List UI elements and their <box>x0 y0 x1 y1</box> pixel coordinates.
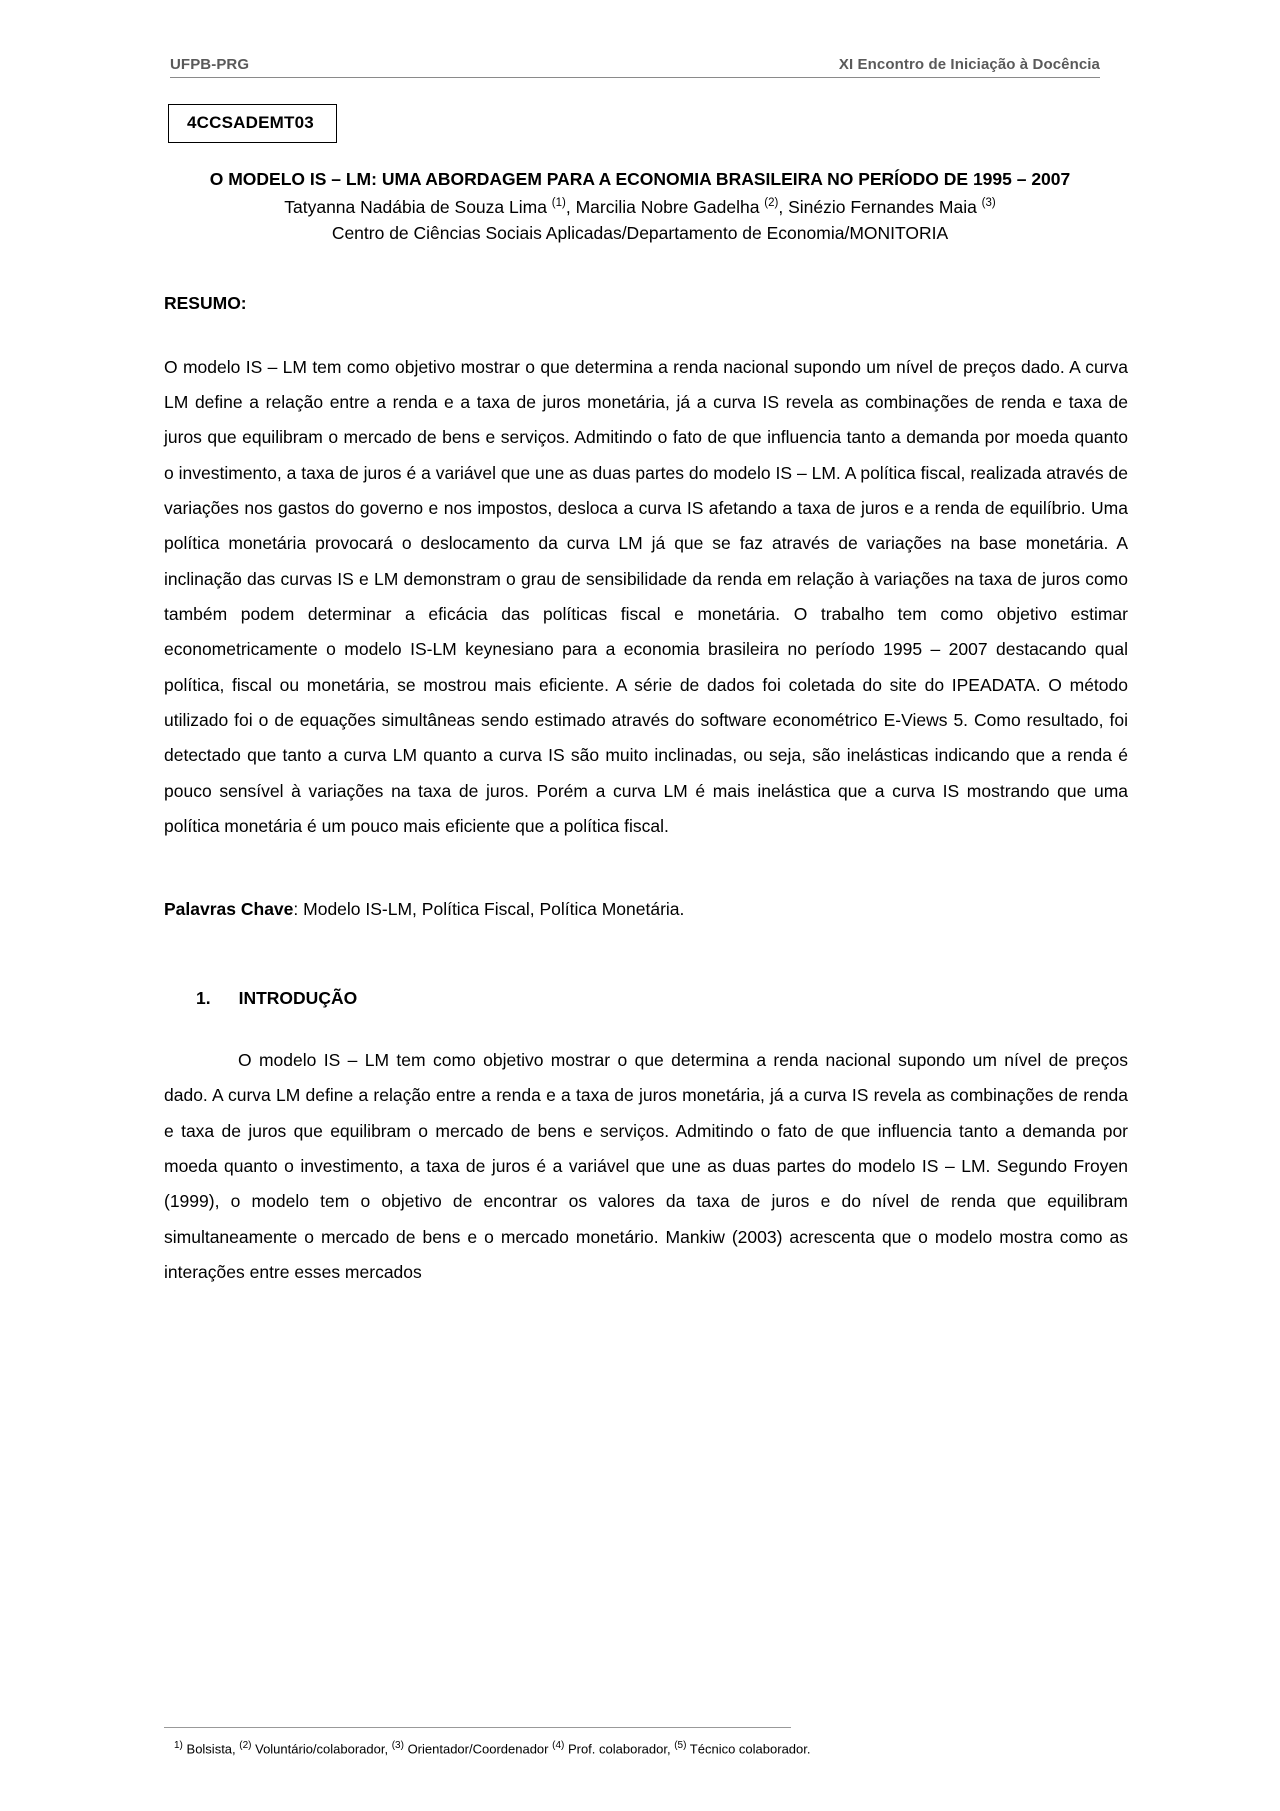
abstract-heading: RESUMO: <box>164 292 247 313</box>
author-2-marker: (2) <box>764 197 779 210</box>
author-3-name: Sinézio Fernandes Maia <box>788 196 982 217</box>
footnote-marker-4: (4) <box>552 1740 565 1752</box>
section-1-heading <box>150 988 1130 1009</box>
author-3-marker: (3) <box>981 197 996 210</box>
section-1-paragraph-text: O modelo IS – LM tem como objetivo mostrar o que determina a renda nacional supondo um nível de preços dado. A curva LM define a relação entre a renda e a taxa de juros monetária, já a curva IS revela as combinações de renda e taxa de juros que equilibram o mercado de bens e serviços. Admitindo o fato de que influencia tanto a demanda por moeda quanto o investimento, a taxa de juros é a variável que une as duas partes do modelo IS – LM. Segundo Froyen (1999), o modelo tem o objetivo de encontrar os valores da taxa de juros e do nível de renda que equilibram simultaneamente o mercado de bens e o mercado monetário. Mankiw (2003) acrescenta que o modelo mostra como as interações entre esses mercados <box>164 1049 1128 1282</box>
author-2-name: Marcilia Nobre Gadelha <box>575 196 765 217</box>
footnote-marker-5: (5) <box>674 1740 687 1752</box>
footnote-marker-3: (3) <box>391 1740 404 1752</box>
footnote-item-2: Voluntário/colaborador, <box>251 1741 392 1757</box>
footnote-item-3: Orientador/Coordenador <box>403 1741 553 1757</box>
author-list <box>150 195 1130 220</box>
paper-code-box: 4CCSADEMT03 <box>168 104 337 143</box>
footnote-item-4: Prof. colaborador, <box>564 1741 675 1757</box>
footnote-area <box>150 1727 1130 1759</box>
author-1-name: Tatyanna Nadábia de Souza Lima <box>284 196 552 217</box>
keywords-label: Palavras Chave <box>164 899 294 920</box>
keywords-text: : Modelo IS-LM, Política Fiscal, Política Monetária. <box>293 899 685 920</box>
header-event-title: XI Encontro de Iniciação à Docência <box>838 56 1100 73</box>
author-separator-2: , <box>778 196 789 217</box>
affiliation: Centro de Ciências Sociais Aplicadas/Departamento de Economia/MONITORIA <box>331 223 949 244</box>
author-separator-1: , <box>565 196 576 217</box>
footnote-text <box>150 1738 1130 1759</box>
section-1-paragraph <box>150 1043 1130 1290</box>
keywords-line <box>150 894 1130 926</box>
page-header <box>170 56 1100 78</box>
abstract-text: O modelo IS – LM tem como objetivo mostrar o que determina a renda nacional supondo um nível de preços dado. A curva LM define a relação entre a renda e a taxa de juros monetária, já a curva IS revela as combinações de renda e taxa de juros que equilibram o mercado de bens e serviços. Admitindo o fato de que influencia tanto a demanda por moeda quanto o investimento, a taxa de juros é a variável que une as duas partes do modelo IS – LM. A política fiscal, realizada através de variações nos gastos do governo e nos impostos, desloca a curva IS afetando a taxa de juros e a renda de equilíbrio. Uma política monetária provocará o deslocamento da curva LM já que se faz através de variações na base monetária. A inclinação das curvas IS e LM demonstram o grau de sensibilidade da renda em relação à variações na taxa de juros como também podem determinar a eficácia das políticas fiscal e monetária. O trabalho tem como objetivo estimar econometricamente o modelo IS-LM keynesiano para a economia brasileira no período 1995 – 2007 destacando qual política, fiscal ou monetária, se mostrou mais eficiente. A série de dados foi coletada do site do IPEADATA. O método utilizado foi o de equações simultâneas sendo estimado através do software econométrico E-Views 5. Como resultado, foi detectado que tanto a curva LM quanto a curva IS são muito inclinadas, ou seja, são inelásticas indicando que a renda é pouco sensível à variações na taxa de juros. Porém a curva LM é mais inelástica que a curva IS mostrando que uma política monetária é um pouco mais eficiente que a política fiscal. <box>164 356 1128 837</box>
header-institution: UFPB-PRG <box>170 56 250 73</box>
footnote-marker-2: (2) <box>239 1740 252 1752</box>
section-1-number: 1. <box>196 987 211 1008</box>
footnote-divider <box>164 1727 791 1728</box>
section-1-title: INTRODUÇÃO <box>238 987 358 1008</box>
author-1-marker: (1) <box>551 197 566 210</box>
footnote-marker-1: 1) <box>174 1740 183 1752</box>
footnote-item-1: Bolsista, <box>182 1741 240 1757</box>
footnote-item-5: Técnico colaborador. <box>686 1741 811 1757</box>
page-title: O MODELO IS – LM: UMA ABORDAGEM PARA A ECONOMIA BRASILEIRA NO PERÍODO DE 1995 – 2007 <box>209 169 1071 189</box>
